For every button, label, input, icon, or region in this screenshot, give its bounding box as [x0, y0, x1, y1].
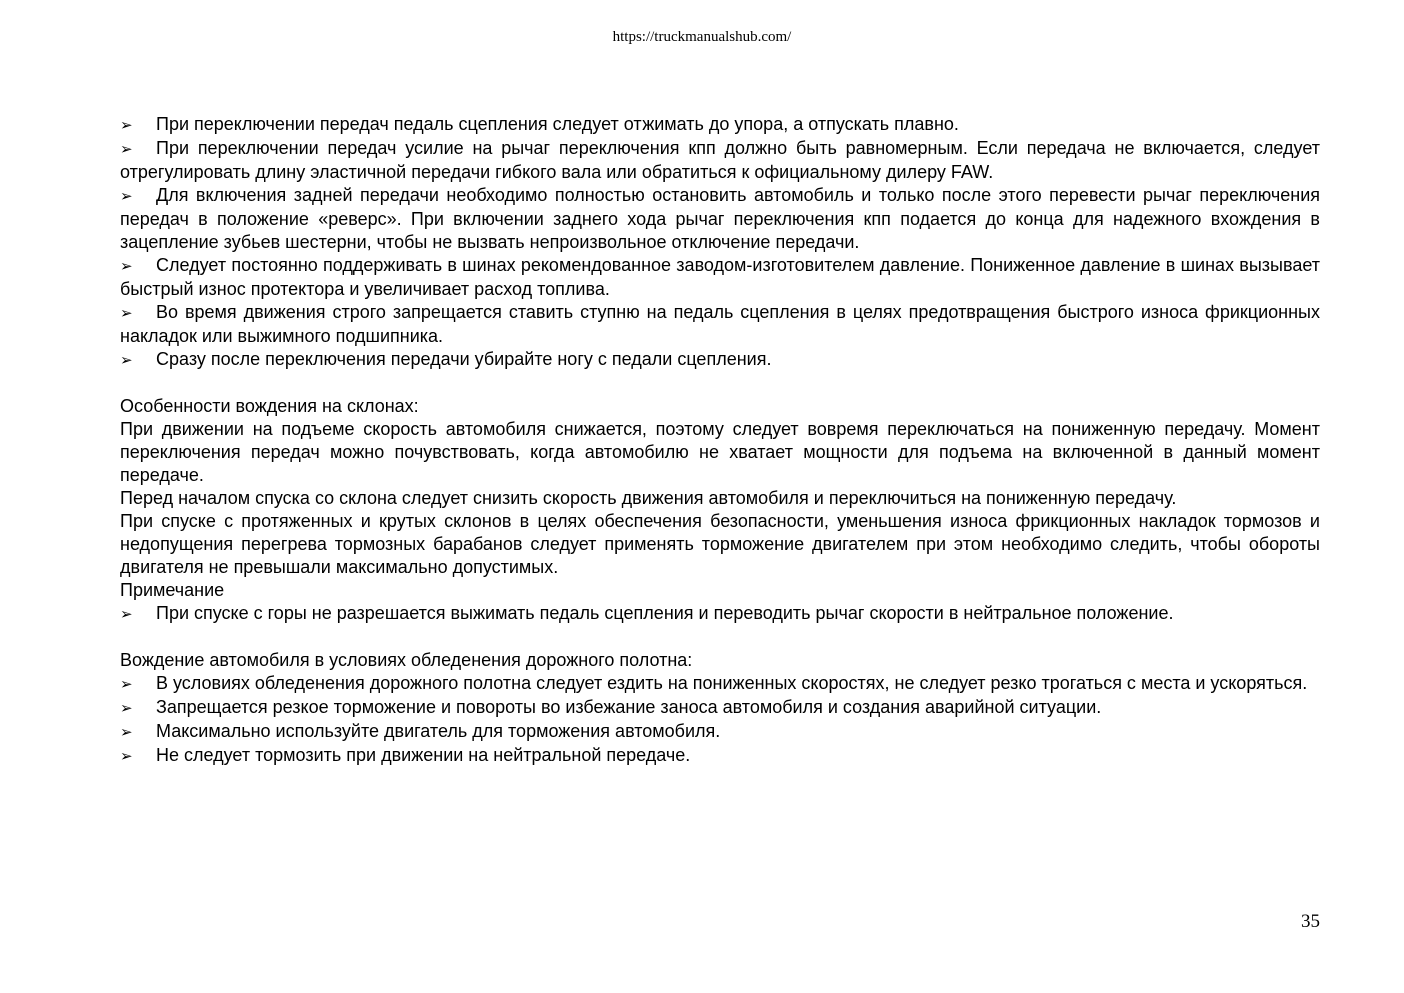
list-item-text: Не следует тормозить при движении на нейтральной передаче.: [156, 745, 691, 765]
list-item: [120, 602, 1320, 626]
header-url: https://truckmanualshub.com/: [612, 29, 792, 45]
list-item: [120, 672, 1320, 696]
list-item: [120, 113, 1320, 137]
arrow-bullet-icon: ➢: [120, 140, 133, 158]
paragraph: При спуске с протяженных и крутых склонов в целях обеспечения безопасности, уменьшения износа фрикционных накладок тормозов и недопущения перегрева тормозных барабанов следует применять торможение двигателем при этом необходимо следить, чтобы обороты двигателя не превышали максимально допустимых.: [120, 511, 1320, 577]
paragraph: Перед началом спуска со склона следует снизить скорость движения автомобиля и переключиться на пониженную передачу.: [120, 488, 1177, 508]
page-number: 35: [1301, 911, 1320, 932]
list-item-text: При переключении передач усилие на рычаг переключения кпп должно быть равномерным. Если передача не включается, следует отрегулировать длину эластичной передачи гибкого вала или обратиться к официальному дилеру FAW.: [120, 138, 1320, 182]
list-item: [120, 301, 1320, 348]
page-content: [120, 113, 1320, 768]
arrow-bullet-icon: ➢: [120, 257, 133, 275]
arrow-bullet-icon: ➢: [120, 723, 133, 741]
arrow-bullet-icon: ➢: [120, 351, 133, 369]
arrow-bullet-icon: ➢: [120, 116, 133, 134]
list-item-text: Во время движения строго запрещается ставить ступню на педаль сцепления в целях предотвращения быстрого износа фрикционных накладок или выжимного подшипника.: [120, 302, 1320, 346]
list-item-text: В условиях обледенения дорожного полотна следует ездить на пониженных скоростях, не следует резко трогаться с места и ускоряться.: [156, 673, 1308, 693]
arrow-bullet-icon: ➢: [120, 699, 133, 717]
arrow-bullet-icon: ➢: [120, 187, 133, 205]
paragraph: При движении на подъеме скорость автомобиля снижается, поэтому следует вовремя переключаться на пониженную передачу. Момент переключения передач можно почувствовать, когда автомобилю не хватает мощности для подъема на включенной в данный момент передаче.: [120, 419, 1320, 485]
list-item-text: Следует постоянно поддерживать в шинах рекомендованное заводом-изготовителем давление. Пониженное давление в шинах вызывает быстрый износ протектора и увеличивает расход топлива.: [120, 255, 1320, 299]
list-item-text: При переключении передач педаль сцепления следует отжимать до упора, а отпускать плавно.: [156, 114, 959, 134]
arrow-bullet-icon: ➢: [120, 605, 133, 623]
list-item-text: При спуске с горы не разрешается выжимать педаль сцепления и переводить рычаг скорости в нейтральное положение.: [156, 603, 1174, 623]
list-item: [120, 348, 1320, 372]
list-item: [120, 696, 1320, 720]
list-item-text: Запрещается резкое торможение и повороты во избежание заноса автомобиля и создания аварийной ситуации.: [156, 697, 1102, 717]
list-item: [120, 137, 1320, 184]
arrow-bullet-icon: ➢: [120, 304, 133, 322]
section-heading-slopes: Особенности вождения на склонах:: [120, 396, 419, 416]
list-item: [120, 720, 1320, 744]
list-item: [120, 744, 1320, 768]
note-label: Примечание: [120, 580, 225, 600]
section-heading-ice: Вождение автомобиля в условиях обледенения дорожного полотна:: [120, 650, 693, 670]
list-item: [120, 184, 1320, 254]
arrow-bullet-icon: ➢: [120, 747, 133, 765]
arrow-bullet-icon: ➢: [120, 675, 133, 693]
list-item-text: Максимально используйте двигатель для торможения автомобиля.: [156, 721, 721, 741]
list-item: [120, 254, 1320, 301]
list-item-text: Сразу после переключения передачи убирайте ногу с педали сцепления.: [156, 349, 772, 369]
list-item-text: Для включения задней передачи необходимо полностью остановить автомобиль и только после этого перевести рычаг переключения передач в положение «реверс». При включении заднего хода рычаг переключения кпп подается до конца для надежного вхождения в зацепление зубьев шестерни, чтобы не вызвать непроизвольное отключение передачи.: [120, 185, 1320, 252]
